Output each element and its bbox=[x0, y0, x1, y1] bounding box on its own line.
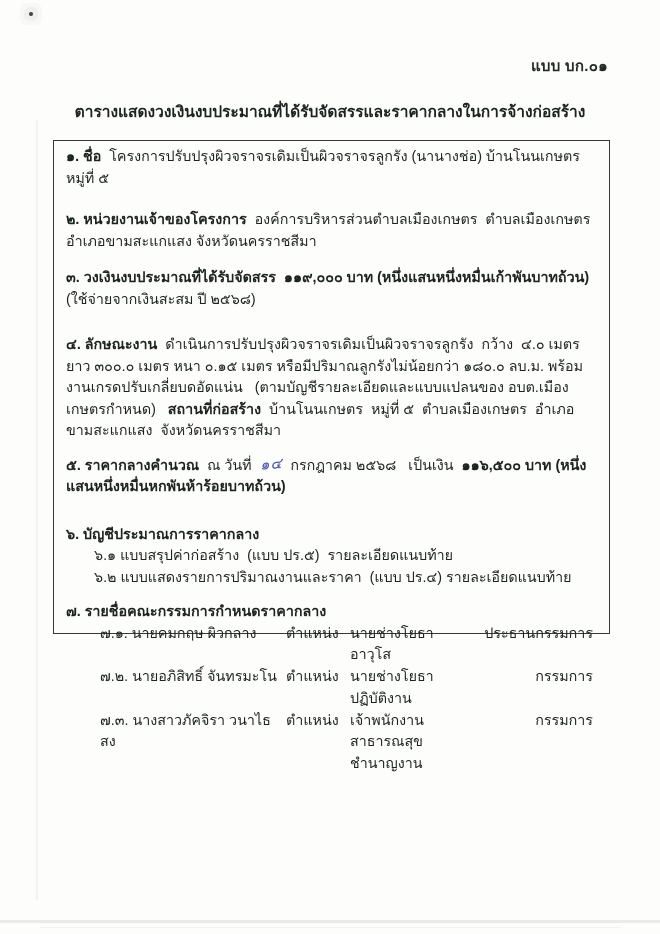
item-1-text: โครงการปรับปรุงผิวจราจรเดิมเป็นผิวจราจรลูกรัง (นานางช่อ) บ้านโนนเกษตร หมู่ที่ ๕ bbox=[66, 149, 588, 187]
committee-member-role: ประธานกรรมการ bbox=[484, 625, 593, 642]
item-4-subtext: บ้านโนนเกษตร หมู่ที่ ๕ ตำบลเมืองเกษตร อำเภอขามสะแกแสง จังหวัดนครราชสีมา bbox=[66, 401, 575, 439]
committee-member-name: ๗.๓. นางสาวภัคจิรา วนาไธสง bbox=[100, 712, 271, 751]
item-5-amount: ๑๑๖,๕๐๐ บาท (หนึ่งแสนหนึ่งหมื่นหกพันห้าร้อยบาทถ้วน) bbox=[66, 457, 587, 495]
position-label: ตำแหน่ง bbox=[286, 669, 339, 686]
scan-edge-artifact-left bbox=[36, 120, 38, 900]
scan-speck-artifact bbox=[29, 12, 33, 16]
handwritten-day: ๑๔ bbox=[258, 454, 283, 474]
item-5-post: กรกฎาคม ๒๕๖๘ เป็นเงิน bbox=[282, 457, 462, 474]
item-6-header: ๖. บัญชีประมาณการราคากลาง bbox=[66, 526, 260, 543]
content-box bbox=[53, 140, 610, 773]
committee-row bbox=[66, 711, 593, 776]
item-5-median-price bbox=[66, 455, 593, 499]
item-2-label: ๒. หน่วยงานเจ้าของโครงการ bbox=[66, 212, 247, 228]
item-4-sublabel: สถานที่ก่อสร้าง bbox=[167, 401, 262, 418]
committee-member-name: ๗.๒. นายอภิสิทธิ์ จันทรมะโน bbox=[100, 669, 277, 686]
item-3-label: ๓. วงเงินงบประมาณที่ได้รับจัดสรร bbox=[66, 270, 276, 286]
item-3-budget bbox=[66, 268, 593, 311]
item-2-agency bbox=[66, 210, 599, 253]
item-6-2: ๖.๒ แบบแสดงรายการปริมาณงานและราคา (แบบ ปร.๔) รายละเอียดแนบท้าย bbox=[94, 569, 572, 586]
item-6-1: ๖.๑ แบบสรุปค่าก่อสร้าง (แบบ ปร.๕) รายละเอียดแนบท้าย bbox=[94, 548, 454, 564]
document-title: ตารางแสดงวงเงินงบประมาณที่ได้รับจัดสรรและราคากลางในการจ้างก่อสร้าง bbox=[74, 104, 586, 121]
item-4-text: ดำเนินการปรับปรุงผิวจราจรเดิมเป็นผิวจราจรลูกรัง กว้าง ๔.๐ เมตร ยาว ๓๐๐.๐ เมตร หนา ๐.๑๕ เมตร หรือมีปริมาณลูกรังไม่น้อยกว่า ๑๘๐.๐ ลบ.ม. พร้อมงานเกรดปรับเกลี่ยบดอัดแน่น (ตามบัญชีรายละเอียดและแบบแปลนของ อบต.เมืองเกษตรกำหนด) bbox=[66, 337, 584, 418]
committee-member-position: เจ้าพนักงานสาธารณสุขชำนาญงาน bbox=[350, 712, 424, 773]
committee-row bbox=[66, 624, 593, 668]
item-3-amount: ๑๑๙,๐๐๐ บาท (หนึ่งแสนหนึ่งหมื่นเก้าพันบาทถ้วน) bbox=[275, 270, 590, 286]
position-label: ตำแหน่ง bbox=[286, 712, 339, 729]
committee-member-role: กรรมการ bbox=[535, 712, 593, 729]
position-label: ตำแหน่ง bbox=[286, 625, 339, 642]
item-4-label: ๔. ลักษณะงาน bbox=[66, 337, 158, 353]
committee-row bbox=[66, 667, 593, 711]
committee-member-position: นายช่างโยธาปฏิบัติงาน bbox=[350, 669, 434, 707]
item-5-label: ๕. ราคากลางคำนวณ bbox=[66, 457, 200, 474]
item-3-note: (ใช้จ่ายจากเงินสะสม ปี ๒๕๖๘) bbox=[66, 270, 594, 308]
committee-list bbox=[66, 624, 593, 777]
item-2-text: องค์การบริหารส่วนตำบลเมืองเกษตร ตำบลเมืองเกษตร อำเภอขามสะแกแสง จังหวัดนครราชสีมา bbox=[66, 212, 599, 250]
scan-edge-artifact-bottom bbox=[0, 920, 660, 923]
item-4-work-description bbox=[66, 335, 593, 443]
committee-member-role: กรรมการ bbox=[535, 669, 593, 686]
item-1-project-name bbox=[66, 147, 593, 190]
item-5-pre: ณ วันที่ bbox=[199, 457, 260, 474]
committee-member-name: ๗.๑. นายคมกฤษ ผิวกลาง bbox=[100, 625, 257, 642]
item-1-label: ๑. ชื่อ bbox=[66, 149, 102, 165]
committee-member-position: นายช่างโยธาอาวุโส bbox=[350, 625, 434, 664]
form-code: แบบ บก.๐๑ bbox=[530, 58, 608, 75]
item-7-header: ๗. รายชื่อคณะกรรมการกำหนดราคากลาง bbox=[66, 604, 327, 620]
scan-edge-artifact-bottom-2 bbox=[40, 927, 620, 928]
